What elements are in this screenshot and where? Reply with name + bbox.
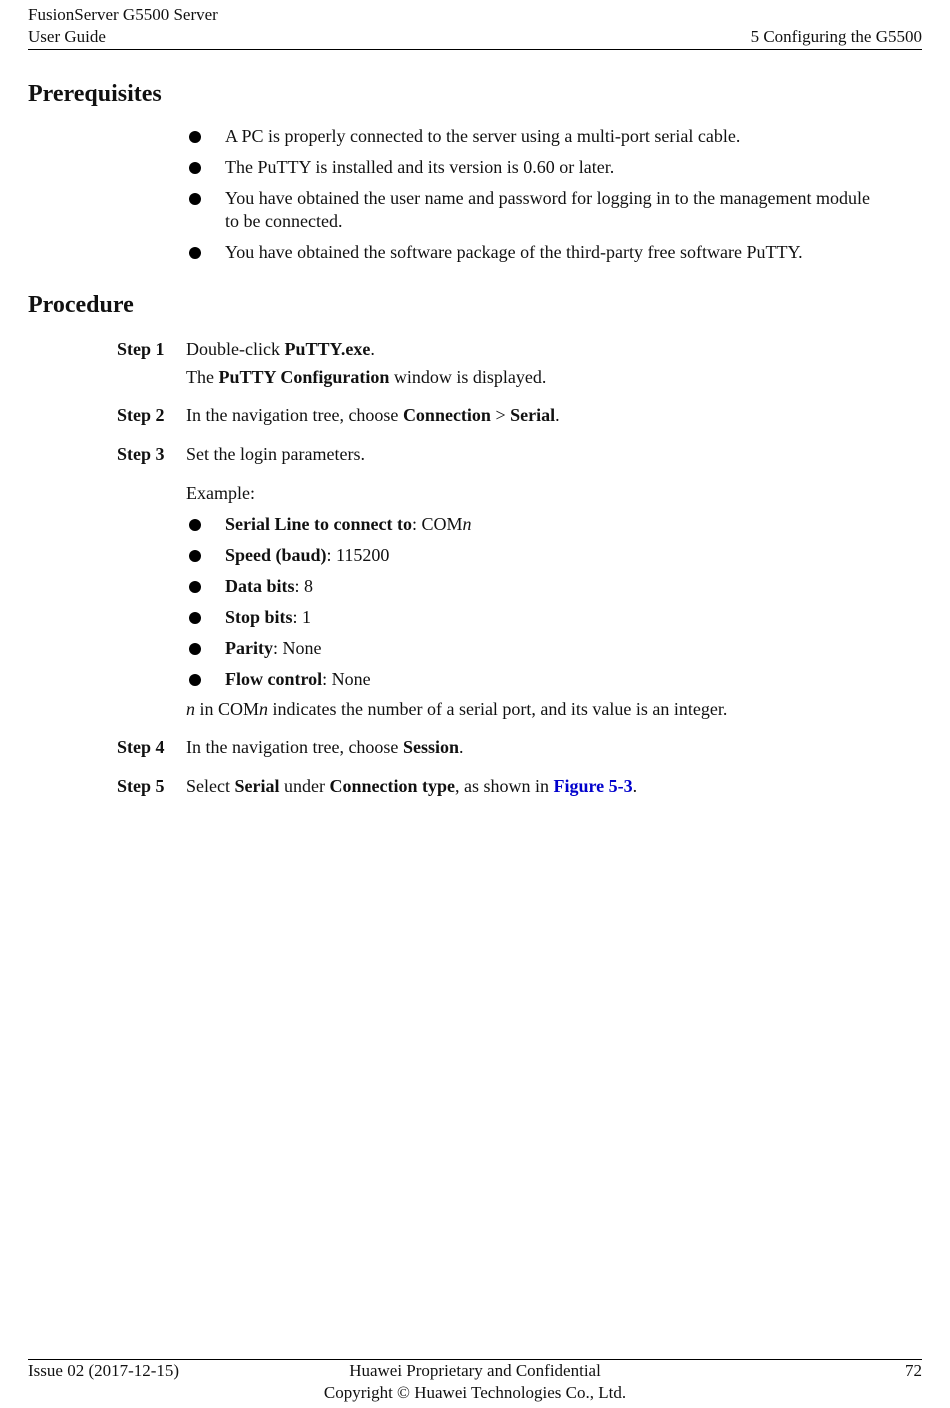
list-item: Speed (baud): 115200 xyxy=(186,544,876,567)
header-chapter: 5 Configuring the G5500 xyxy=(750,27,922,46)
bullet-icon xyxy=(189,162,201,174)
bullet-icon xyxy=(189,519,201,531)
step-label: Step 5 xyxy=(117,776,165,796)
procedure-heading: Procedure xyxy=(28,292,134,318)
list-item: Stop bits: 1 xyxy=(186,606,876,629)
list-item: The PuTTY is installed and its version is 0.60 or later. xyxy=(186,156,876,179)
step-label: Step 2 xyxy=(117,405,165,425)
example-label: Example: xyxy=(186,483,255,503)
bullet-icon xyxy=(189,550,201,562)
step-1: Step 1 Double-click PuTTY.exe. xyxy=(117,339,375,359)
confidentiality-notice: Huawei Proprietary and Confidential xyxy=(349,1361,601,1380)
step-label: Step 1 xyxy=(117,339,165,359)
bullet-icon xyxy=(189,674,201,686)
step-5: Step 5 Select Serial under Connection type, as shown in Figure 5-3. xyxy=(117,776,638,796)
bullet-icon xyxy=(189,612,201,624)
list-item: Serial Line to connect to: COMn xyxy=(186,513,876,536)
bullet-icon xyxy=(189,131,201,143)
header-divider xyxy=(28,49,922,50)
prerequisites-list xyxy=(186,125,876,264)
prerequisites-heading: Prerequisites xyxy=(28,81,162,107)
step-2: Step 2 In the navigation tree, choose Connection > Serial. xyxy=(117,405,560,425)
step-label: Step 3 xyxy=(117,444,165,464)
list-item: Flow control: None xyxy=(186,668,876,691)
bullet-icon xyxy=(189,247,201,259)
list-item: Parity: None xyxy=(186,637,876,660)
parameter-list xyxy=(186,513,876,691)
bullet-icon xyxy=(189,193,201,205)
copyright-notice: Copyright © Huawei Technologies Co., Ltd. xyxy=(323,1383,627,1402)
step-1-result: The PuTTY Configuration window is displayed. xyxy=(186,367,547,387)
step-4: Step 4 In the navigation tree, choose Session. xyxy=(117,737,464,757)
page-number: 72 xyxy=(905,1361,922,1380)
bullet-icon xyxy=(189,581,201,593)
list-item: You have obtained the user name and password for logging in to the management module to be connected. xyxy=(186,187,876,233)
bullet-icon xyxy=(189,643,201,655)
list-item: You have obtained the software package of the third-party free software PuTTY. xyxy=(186,241,876,264)
issue-date: Issue 02 (2017-12-15) xyxy=(28,1361,180,1380)
header-product: FusionServer G5500 Server xyxy=(28,5,218,24)
list-item: Data bits: 8 xyxy=(186,575,876,598)
figure-link[interactable]: Figure 5-3 xyxy=(553,776,633,796)
page-header xyxy=(28,4,922,48)
step-3: Step 3 Set the login parameters. xyxy=(117,444,365,464)
serial-port-note: n in COMn indicates the number of a serial port, and its value is an integer. xyxy=(186,699,728,719)
filename: PuTTY.exe xyxy=(284,339,371,359)
list-item: A PC is properly connected to the server using a multi-port serial cable. xyxy=(186,125,876,148)
step-label: Step 4 xyxy=(117,737,165,757)
header-guide: User Guide xyxy=(28,27,106,46)
